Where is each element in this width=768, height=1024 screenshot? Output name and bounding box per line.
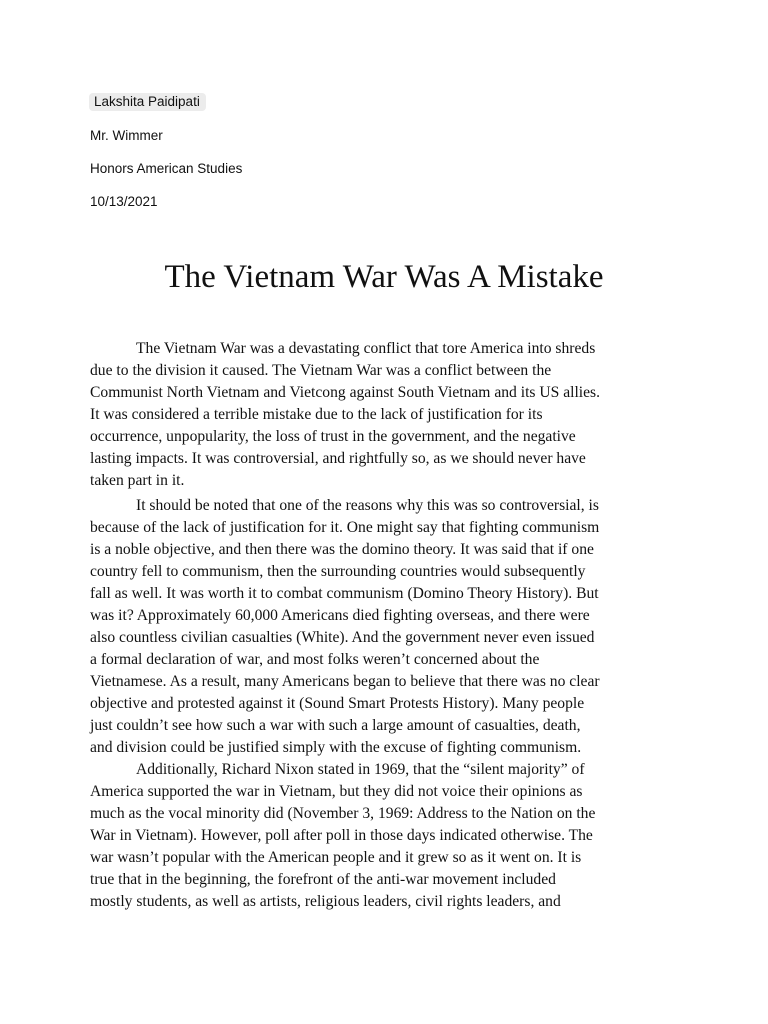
paragraph-1-line: The Vietnam War was a devastating conflict that tore America into shreds xyxy=(136,340,596,357)
paragraph-2-line: and division could be justified simply with the excuse of fighting communism. xyxy=(90,739,582,756)
paragraph-1-line: occurrence, unpopularity, the loss of trust in the government, and the negative xyxy=(90,428,576,445)
paragraph-2-line: was it? Approximately 60,000 Americans died fighting overseas, and there were xyxy=(90,607,590,624)
paragraph-3-line: true that in the beginning, the forefront of the anti-war movement included xyxy=(90,871,556,888)
paragraph-3-line: Additionally, Richard Nixon stated in 1969, that the “silent majority” of xyxy=(136,761,585,778)
paragraph-3-line: War in Vietnam). However, poll after poll in those days indicated otherwise. The xyxy=(90,827,593,844)
paragraph-2-line: fall as well. It was worth it to combat communism (Domino Theory History). But xyxy=(90,585,599,602)
paragraph-3-line: much as the vocal minority did (November 3, 1969: Address to the Nation on the xyxy=(90,805,596,822)
paragraph-1-line: Communist North Vietnam and Vietcong against South Vietnam and its US allies. xyxy=(90,384,601,401)
paragraph-3-line: mostly students, as well as artists, religious leaders, civil rights leaders, and xyxy=(90,893,561,910)
paragraph-2-line: a formal declaration of war, and most folks weren’t concerned about the xyxy=(90,651,540,668)
essay-title: The Vietnam War Was A Mistake xyxy=(164,259,604,295)
paragraph-1-line: taken part in it. xyxy=(90,472,185,489)
paragraph-3-line: war wasn’t popular with the American people and it grew so as it went on. It is xyxy=(90,849,582,866)
paragraph-1-line: due to the division it caused. The Vietnam War was a conflict between the xyxy=(90,362,552,379)
date: 10/13/2021 xyxy=(90,194,158,209)
course-name: Honors American Studies xyxy=(90,161,243,176)
paragraph-2-line: just couldn’t see how such a war with such a large amount of casualties, death, xyxy=(90,717,581,734)
paragraph-2-line: country fell to communism, then the surrounding countries would subsequently xyxy=(90,563,586,580)
paragraph-2-line: It should be noted that one of the reasons why this was so controversial, is xyxy=(136,497,599,514)
teacher-name: Mr. Wimmer xyxy=(90,128,163,143)
paragraph-3-line: America supported the war in Vietnam, but they did not voice their opinions as xyxy=(90,783,583,800)
author-name: Lakshita Paidipati xyxy=(89,93,206,111)
paragraph-1-line: lasting impacts. It was controversial, and rightfully so, as we should never have xyxy=(90,450,586,467)
paragraph-2-line: objective and protested against it (Sound Smart Protests History). Many people xyxy=(90,695,585,712)
paragraph-2-line: is a noble objective, and then there was the domino theory. It was said that if one xyxy=(90,541,594,558)
paragraph-1-line: It was considered a terrible mistake due to the lack of justification for its xyxy=(90,406,543,423)
paragraph-2-line: also countless civilian casualties (White). And the government never even issued xyxy=(90,629,595,646)
paragraph-2-line: because of the lack of justification for it. One might say that fighting communism xyxy=(90,519,600,536)
paragraph-2-line: Vietnamese. As a result, many Americans began to believe that there was no clear xyxy=(90,673,600,690)
